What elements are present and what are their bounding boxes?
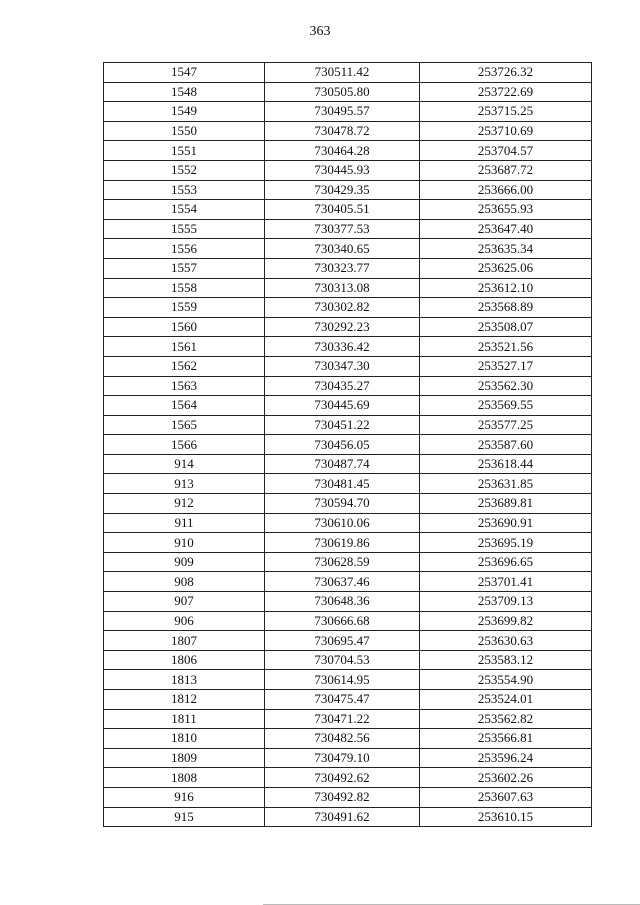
point-number-cell: 912	[104, 494, 265, 514]
y-coordinate-cell: 253566.81	[420, 729, 592, 749]
table-row	[104, 258, 592, 278]
point-number-cell: 1806	[104, 650, 265, 670]
point-number-cell: 1557	[104, 258, 265, 278]
point-number-cell: 1552	[104, 160, 265, 180]
point-number-cell: 1807	[104, 631, 265, 651]
y-coordinate-cell: 253696.65	[420, 552, 592, 572]
table-row	[104, 552, 592, 572]
y-coordinate-cell: 253577.25	[420, 415, 592, 435]
point-number-cell: 911	[104, 513, 265, 533]
x-coordinate-cell: 730628.59	[265, 552, 420, 572]
table-row	[104, 415, 592, 435]
table-row	[104, 690, 592, 710]
table-row	[104, 317, 592, 337]
point-number-cell: 1809	[104, 748, 265, 768]
y-coordinate-cell: 253655.93	[420, 200, 592, 220]
x-coordinate-cell: 730487.74	[265, 454, 420, 474]
table-row	[104, 572, 592, 592]
x-coordinate-cell: 730478.72	[265, 121, 420, 141]
y-coordinate-cell: 253562.30	[420, 376, 592, 396]
point-number-cell: 1811	[104, 709, 265, 729]
y-coordinate-cell: 253695.19	[420, 533, 592, 553]
table-row	[104, 474, 592, 494]
y-coordinate-cell: 253715.25	[420, 102, 592, 122]
y-coordinate-cell: 253607.63	[420, 787, 592, 807]
x-coordinate-cell: 730475.47	[265, 690, 420, 710]
table-row	[104, 787, 592, 807]
point-number-cell: 1553	[104, 180, 265, 200]
table-row	[104, 592, 592, 612]
point-number-cell: 1813	[104, 670, 265, 690]
y-coordinate-cell: 253666.00	[420, 180, 592, 200]
y-coordinate-cell: 253704.57	[420, 141, 592, 161]
table-row	[104, 454, 592, 474]
table-row	[104, 298, 592, 318]
x-coordinate-cell: 730637.46	[265, 572, 420, 592]
table-row	[104, 180, 592, 200]
y-coordinate-cell: 253635.34	[420, 239, 592, 259]
x-coordinate-cell: 730666.68	[265, 611, 420, 631]
table-row	[104, 494, 592, 514]
table-row	[104, 63, 592, 83]
point-number-cell: 1808	[104, 768, 265, 788]
y-coordinate-cell: 253610.15	[420, 807, 592, 827]
point-number-cell: 1558	[104, 278, 265, 298]
y-coordinate-cell: 253554.90	[420, 670, 592, 690]
point-number-cell: 1561	[104, 337, 265, 357]
x-coordinate-cell: 730471.22	[265, 709, 420, 729]
x-coordinate-cell: 730323.77	[265, 258, 420, 278]
table-row	[104, 807, 592, 827]
y-coordinate-cell: 253699.82	[420, 611, 592, 631]
point-number-cell: 913	[104, 474, 265, 494]
table-row	[104, 82, 592, 102]
point-number-cell: 1548	[104, 82, 265, 102]
x-coordinate-cell: 730619.86	[265, 533, 420, 553]
x-coordinate-cell: 730594.70	[265, 494, 420, 514]
table-row	[104, 376, 592, 396]
point-number-cell: 1565	[104, 415, 265, 435]
y-coordinate-cell: 253701.41	[420, 572, 592, 592]
x-coordinate-cell: 730492.82	[265, 787, 420, 807]
point-number-cell: 914	[104, 454, 265, 474]
x-coordinate-cell: 730445.93	[265, 160, 420, 180]
x-coordinate-cell: 730495.57	[265, 102, 420, 122]
table-row	[104, 631, 592, 651]
x-coordinate-cell: 730511.42	[265, 63, 420, 83]
table-row	[104, 513, 592, 533]
table-row	[104, 611, 592, 631]
table-row	[104, 141, 592, 161]
y-coordinate-cell: 253690.91	[420, 513, 592, 533]
point-number-cell: 1564	[104, 396, 265, 416]
y-coordinate-cell: 253722.69	[420, 82, 592, 102]
table-row	[104, 219, 592, 239]
point-number-cell: 915	[104, 807, 265, 827]
x-coordinate-cell: 730456.05	[265, 435, 420, 455]
table-row	[104, 278, 592, 298]
x-coordinate-cell: 730491.62	[265, 807, 420, 827]
point-number-cell: 1549	[104, 102, 265, 122]
page-number: 363	[309, 24, 331, 39]
point-number-cell: 1563	[104, 376, 265, 396]
x-coordinate-cell: 730336.42	[265, 337, 420, 357]
y-coordinate-cell: 253647.40	[420, 219, 592, 239]
x-coordinate-cell: 730610.06	[265, 513, 420, 533]
x-coordinate-cell: 730451.22	[265, 415, 420, 435]
point-number-cell: 1559	[104, 298, 265, 318]
x-coordinate-cell: 730445.69	[265, 396, 420, 416]
table-row	[104, 533, 592, 553]
x-coordinate-cell: 730505.80	[265, 82, 420, 102]
coordinates-table	[103, 62, 592, 827]
point-number-cell: 910	[104, 533, 265, 553]
point-number-cell: 1566	[104, 435, 265, 455]
x-coordinate-cell: 730405.51	[265, 200, 420, 220]
y-coordinate-cell: 253527.17	[420, 356, 592, 376]
x-coordinate-cell: 730302.82	[265, 298, 420, 318]
point-number-cell: 1547	[104, 63, 265, 83]
y-coordinate-cell: 253709.13	[420, 592, 592, 612]
point-number-cell: 1560	[104, 317, 265, 337]
y-coordinate-cell: 253689.81	[420, 494, 592, 514]
y-coordinate-cell: 253562.82	[420, 709, 592, 729]
table-row	[104, 160, 592, 180]
point-number-cell: 1554	[104, 200, 265, 220]
y-coordinate-cell: 253687.72	[420, 160, 592, 180]
point-number-cell: 908	[104, 572, 265, 592]
point-number-cell: 907	[104, 592, 265, 612]
point-number-cell: 916	[104, 787, 265, 807]
y-coordinate-cell: 253625.06	[420, 258, 592, 278]
x-coordinate-cell: 730482.56	[265, 729, 420, 749]
y-coordinate-cell: 253521.56	[420, 337, 592, 357]
y-coordinate-cell: 253569.55	[420, 396, 592, 416]
y-coordinate-cell: 253602.26	[420, 768, 592, 788]
y-coordinate-cell: 253612.10	[420, 278, 592, 298]
table-row	[104, 200, 592, 220]
y-coordinate-cell: 253710.69	[420, 121, 592, 141]
x-coordinate-cell: 730481.45	[265, 474, 420, 494]
y-coordinate-cell: 253508.07	[420, 317, 592, 337]
x-coordinate-cell: 730292.23	[265, 317, 420, 337]
point-number-cell: 1556	[104, 239, 265, 259]
y-coordinate-cell: 253618.44	[420, 454, 592, 474]
point-number-cell: 1551	[104, 141, 265, 161]
x-coordinate-cell: 730340.65	[265, 239, 420, 259]
x-coordinate-cell: 730479.10	[265, 748, 420, 768]
y-coordinate-cell: 253583.12	[420, 650, 592, 670]
point-number-cell: 909	[104, 552, 265, 572]
y-coordinate-cell: 253568.89	[420, 298, 592, 318]
table-row	[104, 768, 592, 788]
x-coordinate-cell: 730347.30	[265, 356, 420, 376]
x-coordinate-cell: 730704.53	[265, 650, 420, 670]
table-row	[104, 356, 592, 376]
table-row	[104, 102, 592, 122]
point-number-cell: 1550	[104, 121, 265, 141]
table-row	[104, 337, 592, 357]
x-coordinate-cell: 730435.27	[265, 376, 420, 396]
table-row	[104, 729, 592, 749]
coordinates-table-body	[104, 63, 592, 827]
point-number-cell: 906	[104, 611, 265, 631]
table-row	[104, 396, 592, 416]
y-coordinate-cell: 253596.24	[420, 748, 592, 768]
point-number-cell: 1812	[104, 690, 265, 710]
table-row	[104, 121, 592, 141]
y-coordinate-cell: 253726.32	[420, 63, 592, 83]
x-coordinate-cell: 730648.36	[265, 592, 420, 612]
table-row	[104, 435, 592, 455]
table-row	[104, 650, 592, 670]
table-row	[104, 748, 592, 768]
x-coordinate-cell: 730492.62	[265, 768, 420, 788]
y-coordinate-cell: 253630.63	[420, 631, 592, 651]
y-coordinate-cell: 253524.01	[420, 690, 592, 710]
x-coordinate-cell: 730313.08	[265, 278, 420, 298]
y-coordinate-cell: 253631.85	[420, 474, 592, 494]
point-number-cell: 1555	[104, 219, 265, 239]
table-row	[104, 239, 592, 259]
point-number-cell: 1810	[104, 729, 265, 749]
x-coordinate-cell: 730429.35	[265, 180, 420, 200]
y-coordinate-cell: 253587.60	[420, 435, 592, 455]
point-number-cell: 1562	[104, 356, 265, 376]
table-row	[104, 670, 592, 690]
x-coordinate-cell: 730377.53	[265, 219, 420, 239]
x-coordinate-cell: 730464.28	[265, 141, 420, 161]
table-row	[104, 709, 592, 729]
x-coordinate-cell: 730614.95	[265, 670, 420, 690]
x-coordinate-cell: 730695.47	[265, 631, 420, 651]
